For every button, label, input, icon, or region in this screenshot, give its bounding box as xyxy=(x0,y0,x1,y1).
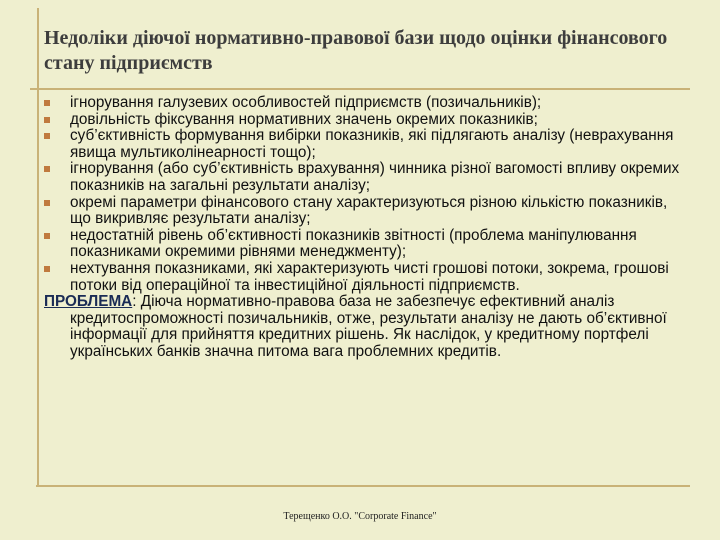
list-item xyxy=(44,112,680,129)
problem-label: ПРОБЛЕМА xyxy=(44,293,133,311)
bottom-rule xyxy=(36,485,690,487)
title-underline-rule xyxy=(30,88,690,90)
square-bullet-icon xyxy=(44,200,50,206)
list-item xyxy=(44,161,680,194)
bullet-text: суб’єктивність формування вибірки показників, які підлягають аналізу (неврахування явища мультиколінеарності тощо); xyxy=(70,127,674,161)
bullet-text: ігнорування галузевих особливостей підприємств (позичальників); xyxy=(70,94,542,111)
list-item xyxy=(44,195,680,228)
slide-title: Недоліки діючої нормативно-правової бази щодо оцінки фінансового стану підприємств xyxy=(44,27,668,74)
bullet-text: довільність фіксування нормативних значень окремих показників; xyxy=(70,110,538,128)
slide-content xyxy=(44,95,680,361)
bullet-text: недостатній рівень об’єктивності показників звітності (проблема маніпулювання показниками окремими рівнями менеджменту); xyxy=(70,226,637,261)
footer-credit: Терещенко О.О. "Corporate Finance" xyxy=(283,511,437,522)
square-bullet-icon xyxy=(44,117,50,123)
problem-separator: : xyxy=(132,293,141,311)
bullet-text: окремі параметри фінансового стану характеризуються різною кількістю показників, що викривляє результати аналізу; xyxy=(70,193,668,228)
square-bullet-icon xyxy=(44,100,50,106)
bullet-text: ігнорування (або суб’єктивність врахування) чинника різної вагомості впливу окремих показників на загальні результати аналізу; xyxy=(70,160,680,194)
problem-statement xyxy=(44,294,680,360)
square-bullet-icon xyxy=(44,266,50,272)
square-bullet-icon xyxy=(44,233,50,239)
left-vertical-rule xyxy=(37,8,39,486)
list-item xyxy=(44,128,680,161)
list-item xyxy=(44,228,680,261)
square-bullet-icon xyxy=(44,166,50,172)
list-item xyxy=(44,95,680,112)
bullet-text: нехтування показниками, які характеризують чисті грошові потоки, зокрема, грошові потоки від операційної та інвестиційної діяльності підприємств. xyxy=(70,259,669,294)
problem-text: Діюча нормативно-правова база не забезпечує ефективний аналіз кредитоспроможності позичальників, отже, результати аналізу не дають об’єктивної інформації для прийняття кредитних рішень. Як наслідок, у кредитному портфелі українських банків значна питома вага проблемних кредитів. xyxy=(70,293,667,360)
list-item xyxy=(44,261,680,294)
bullet-list xyxy=(44,95,680,294)
square-bullet-icon xyxy=(44,133,50,139)
